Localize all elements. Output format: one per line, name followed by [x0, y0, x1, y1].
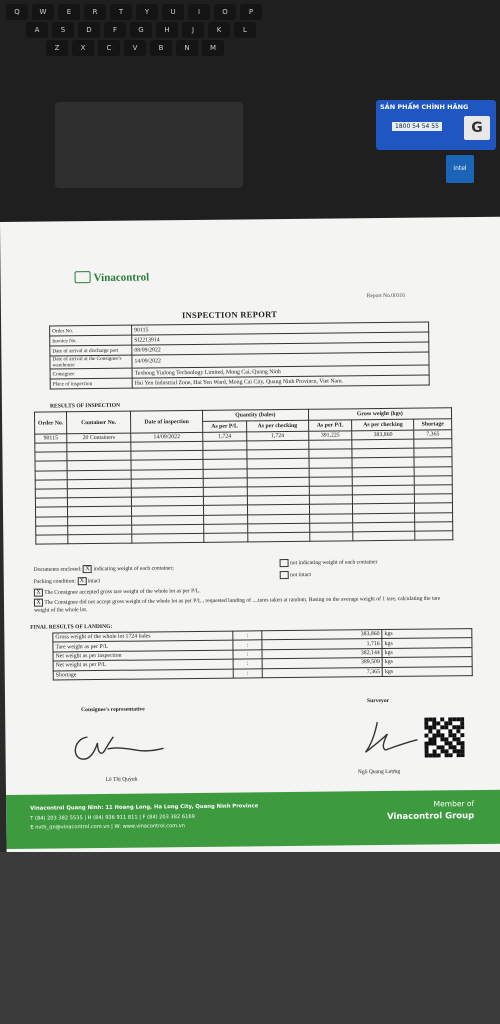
empty-cell [203, 468, 247, 478]
header-label: Date of arrival at discharge port [50, 345, 132, 356]
empty-cell [309, 532, 353, 542]
touchpad [55, 102, 243, 188]
key-f: F [104, 22, 126, 38]
header-label: Consignee [50, 368, 132, 379]
key-s: S [52, 22, 74, 38]
col-gw-as-per-checking: As per checking [352, 419, 414, 431]
checkbox-not-indicating [280, 559, 289, 567]
header-value: 14/09/2022 [132, 352, 429, 368]
key-o: O [214, 4, 236, 20]
key-n: N [176, 40, 198, 56]
note-accepted-text: The Consignee accepted gross tare weight of the whole lot as per P/L. [44, 588, 201, 596]
empty-cell [35, 480, 67, 490]
key-b: B [150, 40, 172, 56]
inspection-report-paper [0, 217, 500, 870]
checkbox-intact: X [77, 577, 86, 585]
packing-row [34, 577, 100, 586]
col-container-no: Container No. [66, 411, 130, 434]
empty-cell [68, 534, 132, 544]
empty-cell [36, 525, 68, 535]
surveyor-label: Surveyor [367, 697, 390, 705]
packing-label: Packing condition: [33, 578, 76, 585]
logo-mark-icon [75, 271, 91, 283]
empty-cell [415, 512, 453, 522]
consignee-representative-label: Consignee's representative [81, 706, 145, 714]
sticker-number: 1800 54 54 55 [392, 122, 442, 131]
final-unit: kgs [382, 638, 472, 648]
key-d: D [78, 22, 100, 38]
note-not-accepted-text: The Consignee did not accept gross weight of the whole lot as per P/L , requested landing of ....tares taken at random. Basing on the average weight of 1 tare, calculating the tare weight of the whole lot. [34, 595, 441, 614]
key-x: X [72, 40, 94, 56]
empty-cell [415, 503, 453, 513]
logo-text: Vinacontrol [93, 271, 150, 285]
cell-order-no: 90115 [35, 434, 67, 443]
empty-cell [203, 487, 247, 497]
col-date-inspection: Date of inspection [130, 410, 202, 433]
key-m: M [202, 40, 224, 56]
col-order-no: Order No. [34, 412, 66, 434]
results-table [34, 407, 453, 544]
footer-phone: T (84) 203 382 5535 | H (84) 936 911 811 | F (84) 203 382 6169 [30, 813, 195, 822]
key-r: R [84, 4, 106, 20]
qr-code-icon [424, 717, 464, 757]
key-a: A [26, 22, 48, 38]
key-t: T [110, 4, 132, 20]
intact-label: intact [87, 578, 101, 585]
final-label: Gross weight of the whole lot 1724 bales [53, 631, 233, 642]
col-quantity: Quantity (bales) [202, 409, 308, 421]
checkbox-not-accepted: X [34, 599, 43, 607]
final-unit: kgs [382, 657, 472, 667]
cell-container-no: 20 Containers [67, 433, 131, 443]
final-colon: : [233, 668, 263, 678]
cell-date: 14/09/2022 [131, 432, 203, 442]
key-v: V [124, 40, 146, 56]
key-j: J [182, 22, 204, 38]
empty-cell [35, 443, 67, 453]
empty-cell [35, 498, 67, 508]
consignee-signature [67, 728, 167, 769]
final-label: Net weight as per inspection [53, 650, 233, 661]
docs-enclosed-label: Documents enclosed: [33, 566, 82, 573]
key-c: C [98, 40, 120, 56]
empty-cell [309, 495, 353, 505]
header-value: Texhong Yinlong Technology Limited, Mong Cai, Quang Ninh [132, 365, 429, 378]
empty-cell [309, 458, 353, 468]
empty-cell [203, 505, 247, 515]
empty-cell [415, 521, 453, 531]
footer-member-of: Member of [433, 799, 475, 809]
col-qty-as-per-checking: As per checking [246, 420, 308, 432]
empty-cell [35, 461, 67, 471]
empty-cell [204, 524, 248, 534]
sticker-title: SẢN PHẨM CHÍNH HÃNG [380, 103, 469, 111]
final-value: 382,144 [262, 648, 382, 659]
key-w: W [32, 4, 54, 20]
vinacontrol-logo [75, 270, 150, 284]
empty-cell [308, 440, 352, 450]
empty-cell [204, 514, 248, 524]
empty-cell [35, 489, 67, 499]
key-e: E [58, 4, 80, 20]
not-intact-row [280, 571, 311, 579]
final-value: 1,716 [262, 639, 382, 650]
indicating-label: indicating weight of each container; [93, 565, 174, 573]
checkbox-not-intact [280, 571, 289, 579]
empty-cell [36, 535, 68, 545]
final-label: Shortage [53, 669, 233, 680]
final-value: 7,365 [263, 667, 383, 678]
empty-cell [309, 477, 353, 487]
final-unit: kgs [382, 629, 472, 639]
key-z: Z [46, 40, 68, 56]
not-indicating-row [280, 558, 378, 567]
intel-badge: intel [446, 155, 474, 183]
surveyor-name: Ngô Quang Lượng [357, 768, 401, 776]
key-k: K [208, 22, 230, 38]
footer-bar [6, 790, 500, 849]
not-intact-label: not intact [290, 572, 312, 579]
final-colon: : [232, 640, 262, 650]
desk-bottom [0, 852, 500, 1024]
empty-cell [203, 459, 247, 469]
header-value: 90115 [132, 322, 429, 335]
header-table [49, 322, 430, 390]
empty-cell [132, 533, 204, 543]
header-value: SI2213914 [132, 332, 429, 345]
key-q: Q [6, 4, 28, 20]
cell-gw-check: 383,860 [352, 430, 414, 440]
empty-cell [414, 476, 452, 486]
footer-group: Vinacontrol Group [387, 811, 475, 822]
final-label: Tare weight as per P/L [53, 640, 233, 651]
empty-cell [414, 466, 452, 476]
empty-cell [248, 532, 310, 542]
final-unit: kgs [382, 666, 472, 676]
empty-cell [309, 467, 353, 477]
empty-cell [414, 457, 452, 467]
report-number: Report No.00316 [366, 292, 406, 300]
final-value: 389,509 [263, 658, 383, 669]
warranty-sticker [376, 100, 496, 150]
header-label: Date of arrival at the Consignee's warehouse [50, 355, 132, 369]
header-value: Hai Yen Industrial Zone, Hai Yen Ward, Mong Cai City, Quang Ninh Province, Viet Nam. [132, 375, 429, 388]
documents-enclosed-row [34, 564, 174, 573]
empty-cell [203, 450, 247, 460]
empty-cell [309, 523, 353, 533]
header-label: Order No. [50, 325, 132, 336]
empty-cell [415, 494, 453, 504]
final-colon: : [233, 650, 263, 660]
empty-cell [35, 507, 67, 517]
header-label: Place of inspection [50, 378, 132, 389]
final-value: 383,860 [262, 630, 382, 641]
footer-email: E nvth_qn@vinacontrol.com.vn | W: www.vinacontrol.com.vn [30, 823, 186, 831]
empty-cell [308, 449, 352, 459]
empty-cell [203, 496, 247, 506]
header-label: Invoice No. [50, 335, 132, 346]
checkbox-accepted: X [34, 589, 43, 597]
empty-cell [415, 531, 453, 541]
note-not-accepted [34, 594, 444, 615]
sticker-logo: G [464, 116, 490, 140]
empty-cell [204, 533, 248, 543]
not-indicating-label: not indicating weight of each container [289, 559, 378, 567]
col-shortage: Shortage [414, 419, 452, 430]
checkbox-indicating: X [83, 565, 92, 573]
empty-cell [414, 439, 452, 449]
consignee-name: Lê Thị Quỳnh [105, 776, 138, 783]
final-colon: : [233, 659, 263, 669]
results-title: RESULTS OF INSPECTION [49, 402, 121, 410]
header-value: 08/09/2022 [132, 342, 429, 355]
key-p: P [240, 4, 262, 20]
final-label: Net weight as per P/L [53, 659, 233, 670]
key-g: G [130, 22, 152, 38]
key-l: L [234, 22, 256, 38]
key-i: I [188, 4, 210, 20]
empty-cell [36, 516, 68, 526]
final-results-title: FINAL RESULTS OF LANDING: [30, 623, 113, 631]
empty-cell [414, 485, 452, 495]
key-h: H [156, 22, 178, 38]
cell-qty-check: 1,724 [247, 431, 309, 441]
final-colon: : [232, 631, 262, 641]
surveyor-signature [357, 718, 427, 759]
final-unit: kgs [382, 647, 472, 657]
empty-cell [203, 478, 247, 488]
empty-cell [414, 448, 452, 458]
cell-qty-pl: 1,724 [203, 432, 247, 441]
key-u: U [162, 4, 184, 20]
final-results-table [52, 628, 472, 680]
empty-cell [35, 470, 67, 480]
empty-cell [203, 441, 247, 451]
empty-cell [309, 504, 353, 514]
col-gw-as-per-pl: As per P/L [308, 420, 352, 431]
empty-cell [309, 486, 353, 496]
empty-cell [353, 531, 415, 541]
col-qty-as-per-pl: As per P/L [203, 421, 247, 432]
key-y: Y [136, 4, 158, 20]
cell-shortage: 7,365 [414, 430, 452, 439]
empty-cell [35, 452, 67, 462]
laptop [0, 0, 500, 225]
cell-gw-pl: 391,225 [308, 431, 352, 440]
empty-cell [309, 513, 353, 523]
col-gross-weight: Gross weight (kgs) [308, 408, 452, 421]
report-title: INSPECTION REPORT [181, 309, 278, 321]
footer-address: Vinacontrol Quang Ninh: 11 Hoang Long, Ha Long City, Quang Ninh Province [30, 803, 259, 812]
